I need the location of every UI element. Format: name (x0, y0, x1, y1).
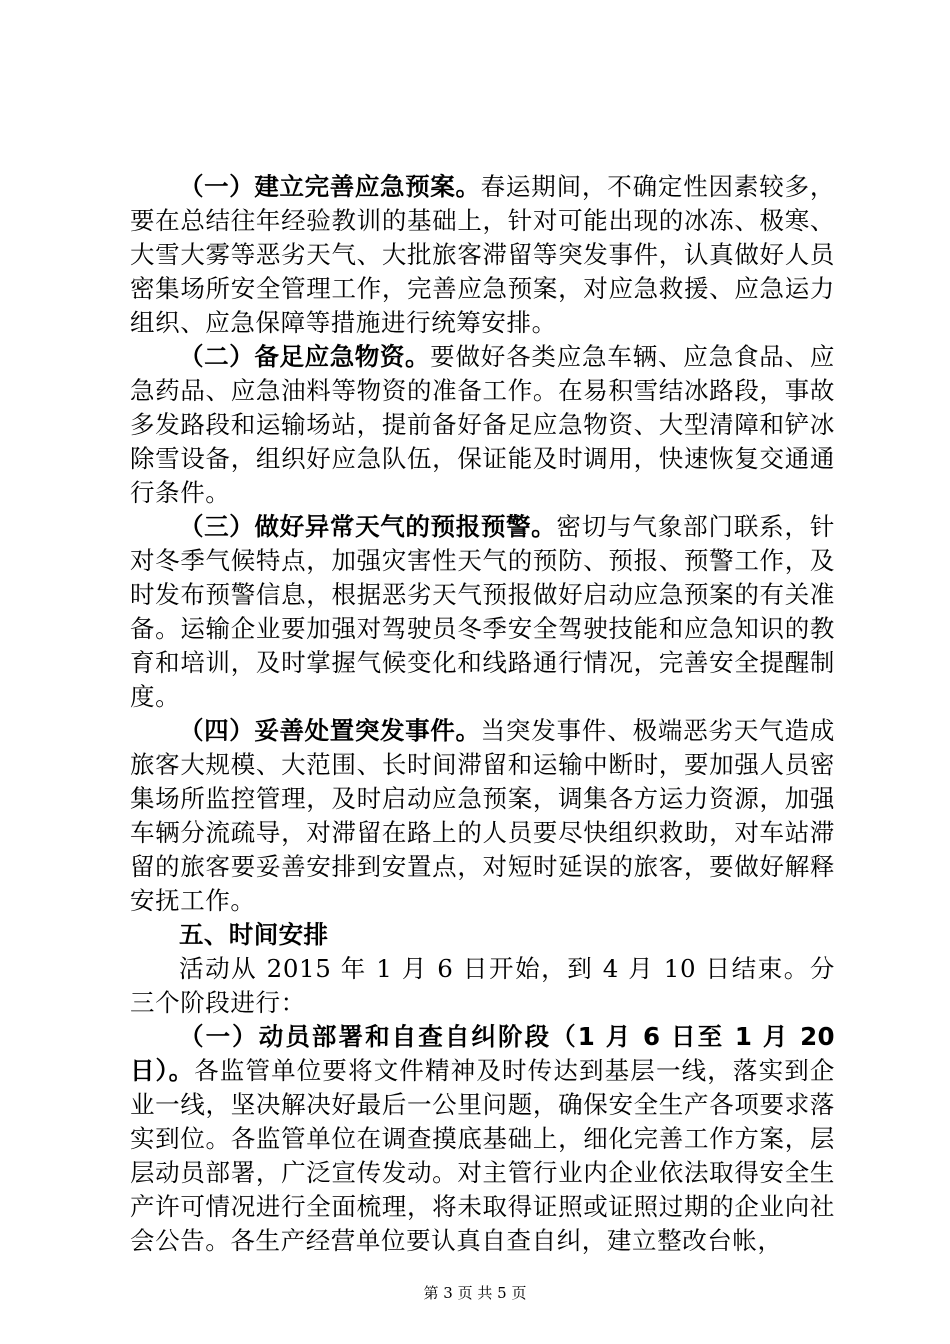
paragraph-text: 密切与气象部门联系，针对冬季气候特点，加强灾害性天气的预防、预报、预警工作，及时发布预警信息，根据恶劣天气预报做好启动应急预案的有关准备。运输企业要加强对驾驶员冬季安全驾驶技能和应急知识的教育和培训，及时掌握气候变化和线路通行情况，完善安全提醒制度。 (130, 512, 835, 711)
paragraph-heading: （一）动员部署和自查自纠阶段（1 月 6 日至 1 月 20 日）。 (130, 1022, 835, 1085)
paragraph-text: 各监管单位要将文件精神及时传达到基层一线，落实到企业一线，坚决解决好最后一公里问题，确保安全生产各项要求落实到位。各监管单位在调查摸底基础上，细化完善工作方案，层层动员部署，广泛宣传发动。对主管行业内企业依法取得安全生产许可情况进行全面梳理，将未取得证照或证照过期的企业向社会公告。各生产经营单位要认真自查自纠，建立整改台帐， (130, 1056, 835, 1255)
schedule-intro: 活动从 2015 年 1 月 6 日开始，到 4 月 10 日结束。分三个阶段进行： (130, 954, 835, 1017)
paragraph-heading: （二）备足应急物资。 (179, 342, 431, 371)
paragraph-heading: （四）妥善处置突发事件。 (179, 716, 481, 745)
paragraph-weather-warning (130, 510, 835, 714)
paragraph-heading: （一）建立完善应急预案。 (179, 172, 481, 201)
paragraph-text: 春运期间，不确定性因素较多，要在总结往年经验教训的基础上，针对可能出现的冰冻、极寒、大雪大雾等恶劣天气、大批旅客滞留等突发事件，认真做好人员密集场所安全管理工作，完善应急预案，对应急救援、应急运力组织、应急保障等措施进行统筹安排。 (130, 172, 835, 337)
paragraph-emergency-plan (130, 170, 835, 340)
document-body (130, 170, 835, 1258)
paragraph-phase-1 (130, 1020, 835, 1258)
paragraph-incident-handling (130, 714, 835, 918)
paragraph-heading: （三）做好异常天气的预报预警。 (179, 512, 557, 541)
paragraph-emergency-supplies (130, 340, 835, 510)
section-title: 五、时间安排 (179, 920, 329, 949)
paragraph-text: 要做好各类应急车辆、应急食品、应急药品、应急油料等物资的准备工作。在易积雪结冰路段，事故多发路段和运输场站，提前备好备足应急物资、大型清障和铲冰除雪设备，组织好应急队伍，保证能及时调用，快速恢复交通通行条件。 (130, 342, 835, 507)
paragraph-text: 当突发事件、极端恶劣天气造成旅客大规模、大范围、长时间滞留和运输中断时，要加强人员密集场所监控管理，及时启动应急预案，调集各方运力资源，加强车辆分流疏导，对滞留在路上的人员要尽快组织救助，对车站滞留的旅客要妥善安排到安置点，对短时延误的旅客，要做好解释安抚工作。 (130, 716, 835, 915)
page-footer: 第 3 页 共 5 页 (423, 1284, 527, 1302)
